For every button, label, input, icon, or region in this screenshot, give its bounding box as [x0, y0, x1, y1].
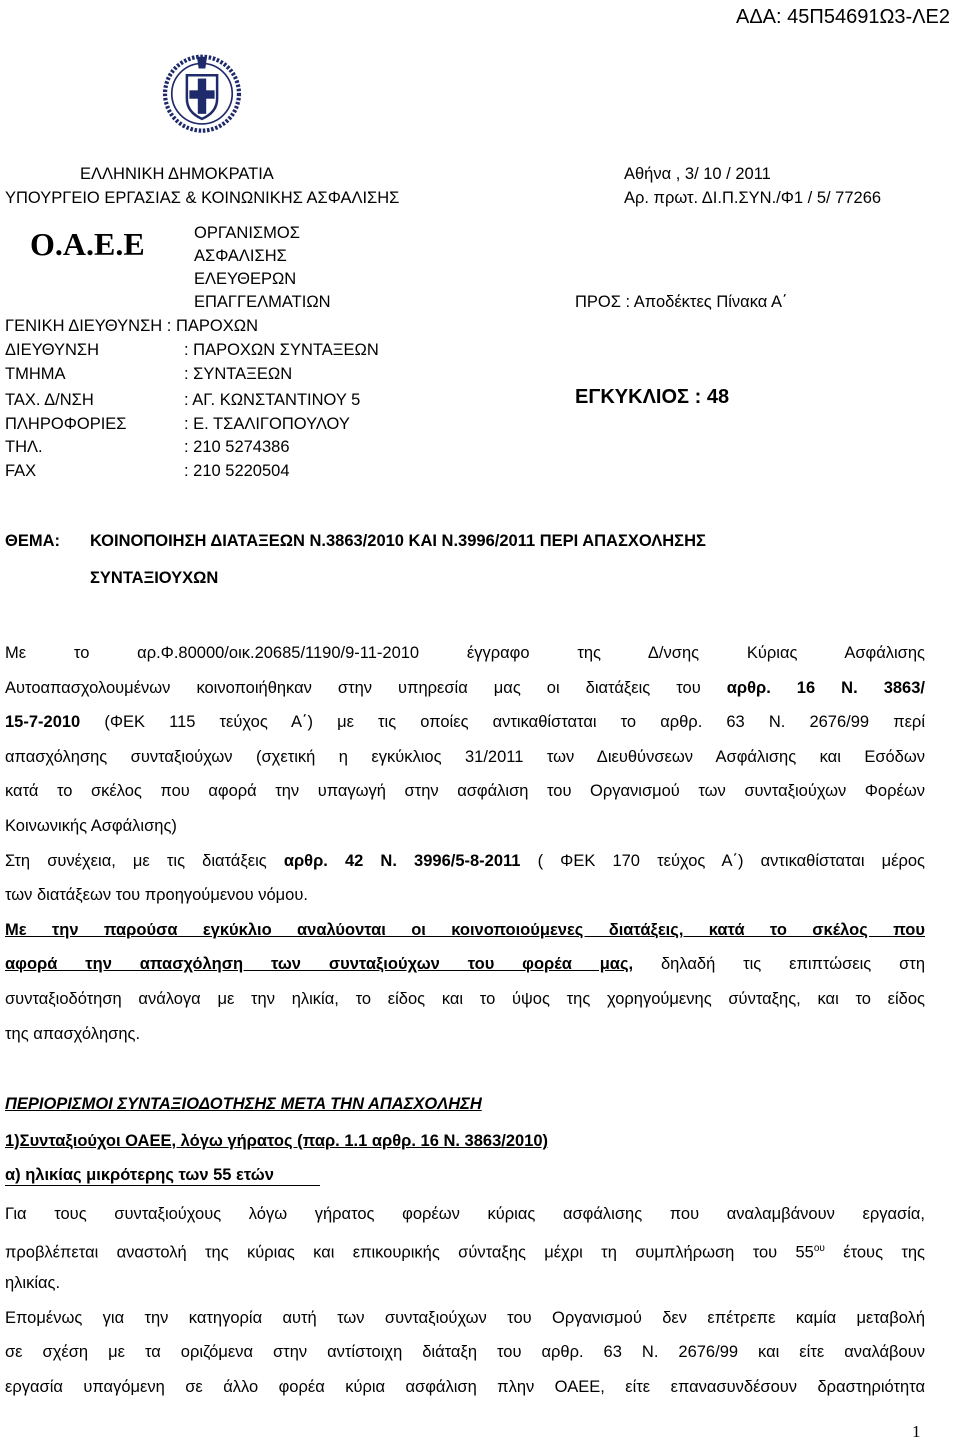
text-line: Στη συνέχεια, με τις διατάξεις αρθρ. 42 Ν. 3996/5-8-2011 ( ΦΕΚ 170 τεύχος Α΄) αντικαθίσταται μέρος	[5, 851, 925, 870]
text-line: 15-7-2010 (ΦΕΚ 115 τεύχος Α΄) με τις οποίες αντικαθίσταται το αρθρ. 63 Ν. 2676/99 περί	[5, 713, 925, 732]
text-line: κατά το σκέλος που αφορά την υπαγωγή στην ασφάλιση του Οργανισμού των συνταξιούχων Φορέων	[5, 782, 925, 801]
text-line: Επομένως για την κατηγορία αυτή των συνταξιούχων του Οργανισμού δεν επέτρεπε καμία μεταβολή	[5, 1308, 925, 1327]
body-paragraph	[5, 636, 925, 1051]
field-value: : 210 5220504	[184, 462, 290, 480]
recipients: ΠΡΟΣ : Αποδέκτες Πίνακα Α΄	[575, 293, 788, 311]
org-name-line: ΑΣΦΑΛΙΣΗΣ	[194, 247, 287, 265]
text-line: εργασία υπαγόμενη σε άλλο φορέα κύρια ασφάλιση πλην ΟΑΕΕ, είτε επανασυνδέσουν δραστηριότητα	[5, 1377, 925, 1396]
text-line: της απασχόλησης.	[5, 1024, 141, 1043]
field-value: : 210 5274386	[184, 438, 290, 456]
text-line: Κοινωνικής Ασφάλισης)	[5, 816, 177, 835]
field-value: : ΑΓ. ΚΩΝΣΤΑΝΤΙΝΟΥ 5	[184, 391, 361, 409]
text-line: Αυτοαπασχολουμένων κοινοποιήθηκαν στην υπηρεσία μας οι διατάξεις του αρθρ. 16 Ν. 3863/	[5, 678, 925, 697]
section-title: ΠΕΡΙΟΡΙΣΜΟΙ ΣΥΝΤΑΞΙΟΔΟΤΗΣΗΣ ΜΕΤΑ ΤΗΝ ΑΠΑΣΧΟΛΗΣΗ	[5, 1095, 482, 1113]
circular-number: ΕΓΚΥΚΛΙΟΣ : 48	[575, 386, 730, 408]
field-label: ΠΛΗΡΟΦΟΡΙΕΣ	[5, 415, 127, 433]
field-label: ΤΗΛ.	[5, 438, 43, 456]
text-line: αφορά την απασχόληση των συνταξιούχων του φορέα μας, δηλαδή τις επιπτώσεις στη	[5, 955, 925, 974]
org-abbreviation: Ο.Α.Ε.Ε	[30, 226, 145, 262]
greek-coat-of-arms-icon	[160, 50, 244, 134]
text-line: συνταξιοδότηση ανάλογα με την ηλικία, το είδος και το ύψος της χορηγούμενης σύνταξης, και το είδος	[5, 989, 925, 1008]
field-value: : ΣΥΝΤΑΞΕΩΝ	[184, 365, 293, 383]
text-line: Με το αρ.Φ.80000/οικ.20685/1190/9-11-2010 έγγραφο της Δ/νσης Κύριας Ασφάλισης	[5, 644, 925, 662]
ada-code: ΑΔΑ: 45Π54691Ω3-ΛΕ2	[735, 6, 950, 28]
page-number: 1	[912, 1422, 921, 1441]
field-label: ΤΑΧ. Δ/ΝΣΗ	[5, 391, 94, 409]
state-name: ΕΛΛΗΝΙΚΗ ΔΗΜΟΚΡΑΤΙΑ	[80, 165, 274, 183]
field-label: ΤΜΗΜΑ	[5, 365, 66, 383]
text-line: Με την παρούσα εγκύκλιο αναλύονται οι κοινοποιούμενες διατάξεις, κατά το σκέλος που	[5, 920, 925, 939]
field-label: FAX	[5, 462, 37, 480]
text-line: Για τους συνταξιούχους λόγω γήρατος φορέων κύριας ασφάλισης που αναλαμβάνουν εργασία,	[5, 1205, 925, 1223]
text-line: ηλικίας.	[5, 1274, 61, 1293]
document-date: Αθήνα , 3/ 10 / 2011	[624, 165, 771, 183]
subject-label: ΘΕΜΑ:	[5, 532, 60, 550]
field-label: ΔΙΕΥΘΥΝΣΗ	[5, 341, 100, 359]
body-paragraph	[5, 1197, 925, 1405]
field-value: : ΠΑΡΟΧΩΝ ΣΥΝΤΑΞΕΩΝ	[184, 341, 379, 359]
text-line: προβλέπεται αναστολή της κύριας και επικουρικής σύνταξης μέχρι τη συμπλήρωση του $55^{o\upsilon}$ έτους της	[5, 1242, 926, 1262]
subsection-heading: α) ηλικίας μικρότερης των 55 ετών	[5, 1165, 320, 1186]
protocol-number: Αρ. πρωτ. ΔΙ.Π.ΣΥΝ./Φ1 / 5/ 77266	[624, 189, 882, 207]
general-directorate: ΓΕΝΙΚΗ ΔΙΕΥΘΥΝΣΗ : ΠΑΡΟΧΩΝ	[5, 317, 258, 335]
text-line: των διατάξεων του προηγούμενου νόμου.	[5, 886, 308, 905]
text-line: σε σχέση με τα οριζόμενα στην αντίστοιχη διάταξη του αρθρ. 63 Ν. 2676/99 και είτε αναλάβουν	[5, 1343, 925, 1362]
ministry-name: ΥΠΟΥΡΓΕΙΟ ΕΡΓΑΣΙΑΣ & ΚΟΙΝΩΝΙΚΗΣ ΑΣΦΑΛΙΣΗΣ	[5, 189, 400, 207]
field-value: : Ε. ΤΣΑΛΙΓΟΠΟΥΛΟΥ	[184, 415, 350, 433]
org-name-line: ΕΛΕΥΘΕΡΩΝ	[194, 270, 297, 288]
text-line: απασχόλησης συνταξιούχων (σχετική η εγκύκλιος 31/2011 των Διευθύνσεων Ασφάλισης και Εσόδων	[5, 747, 925, 766]
subject-line: ΣΥΝΤΑΞΙΟΥΧΩΝ	[90, 569, 219, 587]
subject-line: ΚΟΙΝΟΠΟΙΗΣΗ ΔΙΑΤΑΞΕΩΝ Ν.3863/2010 ΚΑΙ Ν.3996/2011 ΠΕΡΙ ΑΠΑΣΧΟΛΗΣΗΣ	[90, 532, 706, 550]
org-name-line: ΕΠΑΓΓΕΛΜΑΤΙΩΝ	[194, 293, 331, 311]
subsection-heading: 1)Συνταξιούχοι ΟΑΕΕ, λόγω γήρατος (παρ. 1.1 αρθρ. 16 Ν. 3863/2010)	[5, 1132, 549, 1150]
org-name-line: ΟΡΓΑΝΙΣΜΟΣ	[194, 224, 300, 242]
